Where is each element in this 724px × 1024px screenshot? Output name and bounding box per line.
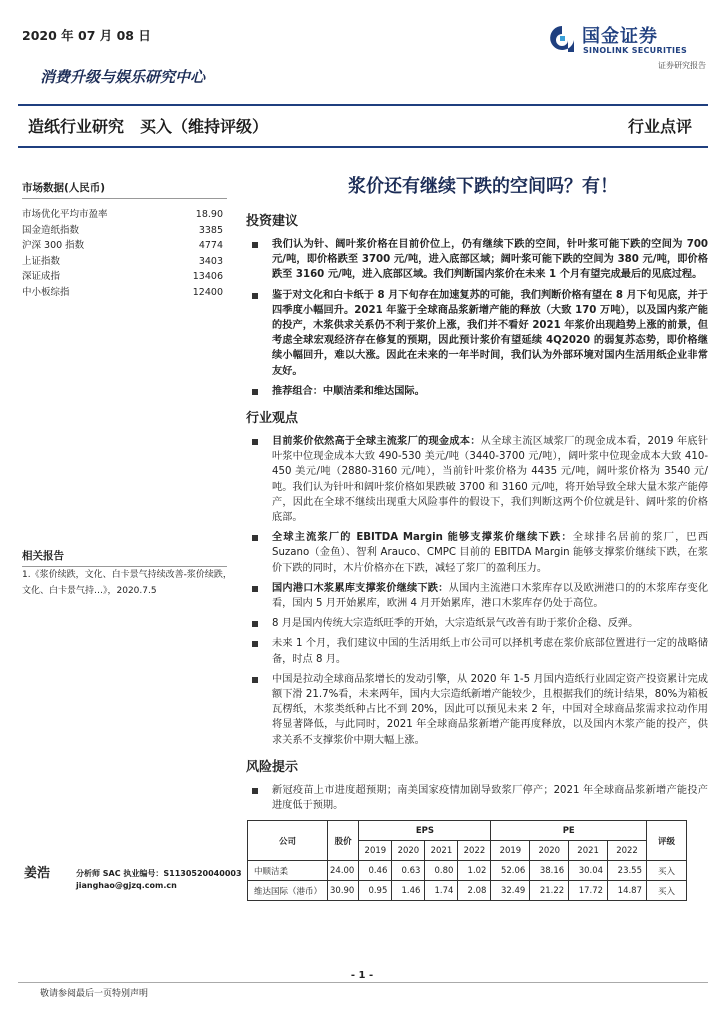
view-text: 全球排名居前的浆厂，巴西 Suzano（金鱼）、智利 Arauco、CMPC 目前的 EBITDA Margin 能够支撑浆价继续下跌，在浆价下跌的同时，木片价格亦在下跌，减轻了浆厂的盈利压力。 bbox=[272, 532, 708, 574]
view-bullet bbox=[246, 581, 708, 611]
value-cell: 52.06 bbox=[491, 861, 530, 881]
invest-text: 我们认为针、阔叶浆价格在目前价位上，仍有继续下跌的空间，针叶浆可能下跌的空间为 700 元/吨，即价格跌至 3700 元/吨，进入底部区域；阔叶浆可能下跌的空间为 380 元/吨，即价格跌至 3160 元/吨，进入底部区域。我们判断国内浆价在未来 1 个月有望完成最后的见底过程。 bbox=[272, 239, 708, 281]
view-text: 从国内主流港口木浆库存以及欧洲港口的的木浆库存变化看，国内 5 月开始累库，欧洲 4 月开始累库，港口木浆库存仍处于高位。 bbox=[272, 582, 709, 610]
header-divider-bottom bbox=[18, 146, 708, 148]
market-label: 沪深 300 指数 bbox=[22, 240, 85, 252]
related-reports-title: 相关报告 bbox=[22, 548, 227, 567]
market-value: 3385 bbox=[198, 224, 223, 236]
header-divider-top bbox=[18, 104, 708, 106]
value-cell: 1.46 bbox=[392, 881, 425, 901]
risk-bullet bbox=[246, 783, 708, 813]
page-number: - 1 - bbox=[350, 970, 374, 981]
bullet-square-icon bbox=[252, 788, 258, 794]
table-row bbox=[248, 861, 687, 881]
year-cell: 2020 bbox=[530, 841, 569, 861]
section-view-title: 行业观点 bbox=[246, 411, 299, 427]
rating-cell: 买入 bbox=[647, 881, 687, 901]
risk-text: 新冠疫苗上市进度超预期；南美国家疫情加剧导致浆厂停产；2021 年全球商品浆新增产能投产进度低于预期。 bbox=[272, 784, 708, 812]
report-header-row bbox=[22, 114, 704, 140]
invest-text: 推荐组合：中顺洁柔和维达国际。 bbox=[272, 385, 425, 397]
analyst-name: 姜浩 bbox=[24, 866, 51, 881]
value-cell: 1.02 bbox=[458, 861, 491, 881]
table-row bbox=[248, 881, 687, 901]
bullet-square-icon bbox=[252, 641, 258, 647]
year-cell: 2021 bbox=[425, 841, 458, 861]
invest-bullet bbox=[246, 288, 708, 379]
value-cell: 0.95 bbox=[359, 881, 392, 901]
logo-name-cn: 国金证券 bbox=[582, 26, 658, 47]
col-pe: PE bbox=[491, 821, 647, 841]
value-cell: 32.49 bbox=[491, 881, 530, 901]
bullet-square-icon bbox=[252, 621, 258, 627]
bullet-square-icon bbox=[252, 293, 258, 299]
market-label: 中小板综指 bbox=[22, 286, 70, 298]
view-lead: 国内港口木浆累库支撑浆价继续下跌： bbox=[272, 582, 449, 594]
market-value: 4774 bbox=[198, 240, 223, 252]
value-cell: 14.87 bbox=[608, 881, 647, 901]
market-value: 13406 bbox=[192, 271, 223, 283]
value-cell: 17.72 bbox=[569, 881, 608, 901]
bullet-square-icon bbox=[252, 242, 258, 248]
valuation-table bbox=[247, 820, 687, 901]
analyst-sac-id: 分析师 SAC 执业编号：S1130520040003 bbox=[76, 869, 242, 878]
value-cell: 1.74 bbox=[425, 881, 458, 901]
report-kind: 行业点评 bbox=[627, 117, 692, 136]
footer-disclaimer: 敬请参阅最后一页特别声明 bbox=[40, 989, 149, 999]
view-bullet bbox=[246, 616, 708, 631]
year-cell: 2021 bbox=[569, 841, 608, 861]
market-label: 市场优化平均市盈率 bbox=[22, 209, 108, 220]
market-label: 上证指数 bbox=[22, 255, 61, 267]
year-cell: 2019 bbox=[359, 841, 392, 861]
market-data-title: 市场数据(人民币) bbox=[22, 180, 227, 199]
section-risk-title: 风险提示 bbox=[246, 759, 299, 775]
market-row bbox=[22, 238, 227, 254]
price-cell: 24.00 bbox=[328, 861, 359, 881]
company-cell: 维达国际（港币） bbox=[248, 881, 328, 901]
col-rating: 评级 bbox=[647, 821, 687, 861]
view-text: 从全球主流区域浆厂的现金成本看，2019 年底针叶浆中位现金成本大致 490-530 美元/吨（3440-3700 元/吨），阔叶浆中位现金成本大致 410-450 美元/吨（2880-3160 元/吨），当前针叶浆价格为 4435 元/吨，阔叶浆价格为 3540 元/吨。我们认为针叶和阔叶浆价格如果跌破 3700 和 3160 元/吨，将开始导致全球大量木浆产能停产，因此在全球不继续出现重大风险事件的假设下，我们判断这两个价位就是针、阔叶浆的价格底部。 bbox=[272, 436, 709, 524]
invest-bullet bbox=[246, 237, 708, 283]
value-cell: 2.08 bbox=[458, 881, 491, 901]
view-text: 中国是拉动全球商品浆增长的发动引擎，从 2020 年 1-5 月国内造纸行业固定资产投资累计完成额下滑 21.7%看，未来两年，国内大宗造纸新增产能较少，且根据我们的统计结果，80%为箱板瓦楞纸，木浆类纸种占比不到 20%，因此可以预见未来 2 年，中国对全球商品浆需求拉动作用将显著降低，与此同时，2021 年全球商品浆新增产能再度释放，以及国内木浆产能的投产，供求关系不支撑浆价中期大幅上涨。 bbox=[272, 673, 708, 746]
market-data-panel bbox=[22, 180, 227, 301]
col-price: 股价 bbox=[328, 821, 359, 861]
value-cell: 0.80 bbox=[425, 861, 458, 881]
company-cell: 中顺洁柔 bbox=[248, 861, 328, 881]
market-row bbox=[22, 223, 227, 239]
market-value: 18.90 bbox=[195, 209, 223, 220]
value-cell: 23.55 bbox=[608, 861, 647, 881]
year-cell: 2020 bbox=[392, 841, 425, 861]
footer-divider bbox=[18, 982, 708, 983]
invest-bullet bbox=[246, 384, 708, 399]
view-bullet bbox=[246, 530, 708, 576]
logo-name-en: SINOLINK SECURITIES bbox=[583, 46, 688, 55]
invest-text: 鉴于对文化和白卡纸于 8 月下旬存在加速复苏的可能，我们判断价格有望在 8 月下旬见底，并于四季度小幅回升。2021 年鉴于全球商品浆新增产能的释放（大致 170 万吨），以及国内浆产能的投产，木浆供求关系仍不利于浆价上涨，我们并不看好 2021 年浆价出现趋势上涨的前景，但考虑全球宏观经济存在修复的预期，因此预计浆价有望延续 4Q2020 的弱复苏态势，即价格继续小幅回升，难以大涨。因此在未来的一年半时间，我们认为外部环境对国内生活用纸企业非常友好。 bbox=[272, 289, 708, 377]
market-value: 12400 bbox=[192, 286, 223, 298]
market-row bbox=[22, 285, 227, 301]
view-text: 未来 1 个月，我们建议中国的生活用纸上市公司可以择机考虑在浆价底部位置进行一定的战略储备，时点 8 月。 bbox=[272, 638, 708, 665]
view-text: 8 月是国内传统大宗造纸旺季的开始，大宗造纸景气改善有助于浆价企稳、反弹。 bbox=[272, 618, 639, 630]
market-label: 国金造纸指数 bbox=[22, 224, 80, 236]
series-label: 证券研究报告 bbox=[658, 61, 706, 70]
analyst-email[interactable]: jianghao@gjzq.com.cn bbox=[76, 881, 177, 890]
report-date: 2020 年 07 月 08 日 bbox=[22, 28, 151, 43]
value-cell: 21.22 bbox=[530, 881, 569, 901]
year-cell: 2022 bbox=[458, 841, 491, 861]
section-invest-title: 投资建议 bbox=[246, 214, 299, 229]
report-type-rating: 造纸行业研究 买入（维持评级） bbox=[28, 117, 269, 136]
research-center: 消费升级与娱乐研究中心 bbox=[40, 68, 206, 86]
market-row bbox=[22, 269, 227, 285]
bullet-square-icon bbox=[252, 586, 258, 592]
price-cell: 30.90 bbox=[328, 881, 359, 901]
market-value: 3403 bbox=[198, 255, 223, 267]
col-eps: EPS bbox=[359, 821, 491, 841]
view-bullet bbox=[246, 434, 708, 525]
year-cell: 2019 bbox=[491, 841, 530, 861]
value-cell: 0.63 bbox=[392, 861, 425, 881]
bullet-square-icon bbox=[252, 535, 258, 541]
sinolink-logo-icon bbox=[548, 24, 576, 54]
view-lead: 全球主流浆厂的 EBITDA Margin 能够支撑浆价继续下跌： bbox=[272, 532, 573, 544]
main-content bbox=[246, 172, 708, 818]
table-header-row bbox=[248, 821, 687, 841]
view-bullet bbox=[246, 636, 708, 666]
market-row bbox=[22, 207, 227, 223]
bullet-square-icon bbox=[252, 439, 258, 445]
year-cell: 2022 bbox=[608, 841, 647, 861]
related-report-link[interactable]: 1.《浆价续跌，文化、白卡景气持续改善-浆价续跌，文化、白卡景气持…》，2020.7.5 bbox=[22, 570, 232, 596]
bullet-square-icon bbox=[252, 677, 258, 683]
value-cell: 38.16 bbox=[530, 861, 569, 881]
rating-cell: 买入 bbox=[647, 861, 687, 881]
analyst-info bbox=[76, 868, 242, 892]
col-company: 公司 bbox=[248, 821, 328, 861]
market-row bbox=[22, 254, 227, 270]
bullet-square-icon bbox=[252, 389, 258, 395]
report-title: 浆价还有继续下跌的空间吗？有！ bbox=[348, 176, 618, 197]
market-label: 深证成指 bbox=[22, 271, 61, 283]
value-cell: 30.04 bbox=[569, 861, 608, 881]
value-cell: 0.46 bbox=[359, 861, 392, 881]
view-lead: 目前浆价依然高于全球主流浆厂的现金成本： bbox=[272, 436, 481, 448]
view-bullet bbox=[246, 672, 708, 748]
